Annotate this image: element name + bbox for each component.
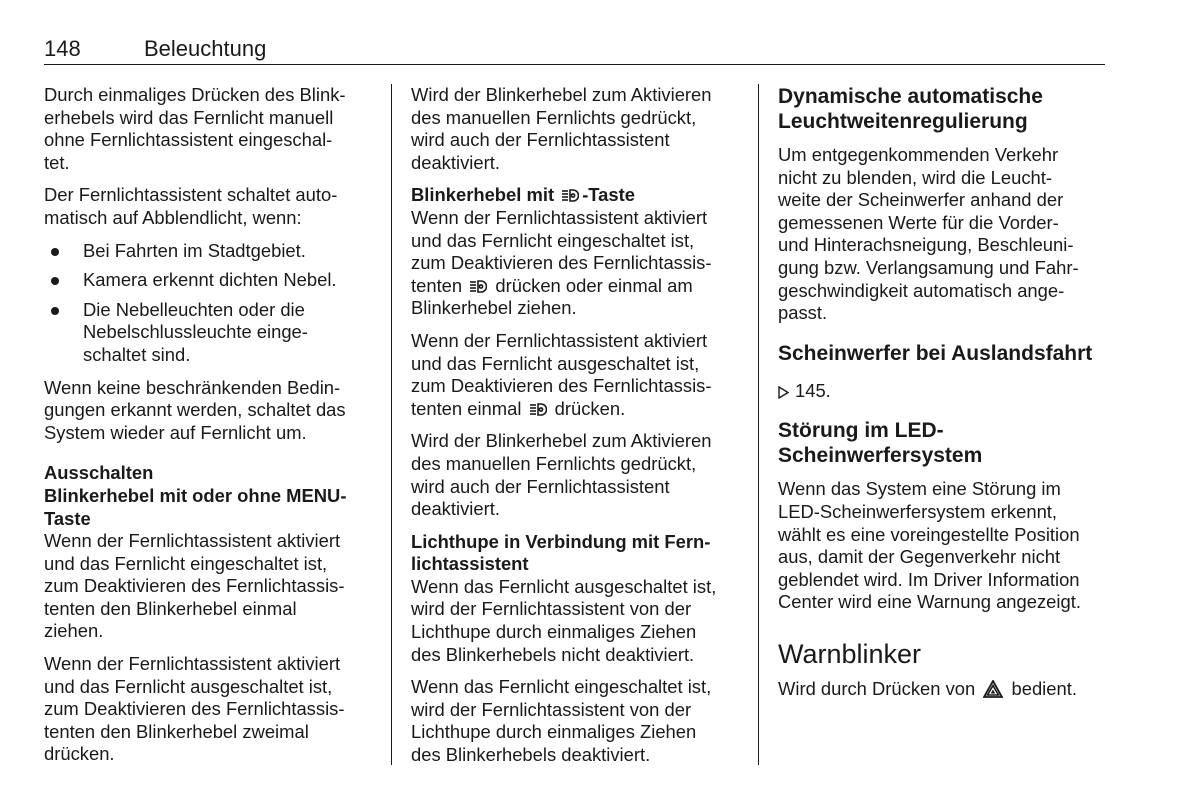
subheading: Blinkerhebel mit -Taste	[411, 184, 635, 206]
paragraph: Durch einmaliges Drücken des Blink- erhebels wird das Fernlicht manuell ohne Fernlichtassistent eingeschal- tet.	[44, 84, 346, 173]
bullet-icon	[51, 277, 59, 285]
page-header	[44, 34, 1105, 65]
list-item: Bei Fahrten im Stadtgebiet.	[44, 240, 374, 263]
high-beam-assist-icon	[530, 402, 547, 417]
paragraph: Wenn der Fernlichtassistent aktiviert und das Fernlicht ausgeschaltet ist, zum Deaktivieren des Fernlichtassis- tenten einmal drücken.	[411, 329, 712, 419]
high-beam-assist-icon	[562, 188, 579, 203]
paragraph: Wird der Blinkerhebel zum Aktivieren des manuellen Fernlichts gedrückt, wird auch der Fernlichtassistent deaktiviert.	[411, 84, 712, 173]
paragraph: Wenn der Fernlichtassistent aktiviert und das Fernlicht ausgeschaltet ist, zum Deaktivieren des Fernlichtassis- tenten den Blinkerhebel zweimal drücken.	[44, 653, 345, 765]
paragraph: Um entgegenkommenden Verkehr nicht zu blenden, wird die Leucht- weite der Scheinwerfer anhand der gemessenen Werte für die Vorder- und Hinterachsneigung, Beschleuni- gung bzw. Verlangsamung und Fahr- geschwindigkeit automatisch ange- passt.	[778, 144, 1079, 324]
subheading: Blinkerhebel mit oder ohne MENU- Taste	[44, 484, 347, 529]
page-title: Beleuchtung	[144, 36, 267, 61]
page-number: 148	[44, 36, 81, 61]
bullet-icon	[51, 248, 59, 256]
section-heading: Störung im LED- Scheinwerfersystem	[778, 419, 983, 468]
column-divider	[758, 84, 759, 765]
section-heading: Dynamische automatische Leuchtweitenregulierung	[778, 85, 1043, 133]
paragraph: Wenn das Fernlicht eingeschaltet ist, wird der Fernlichtassistent von der Lichthupe durch einmaliges Ziehen des Blinkerhebels deaktiviert.	[411, 676, 712, 766]
bullet-list	[44, 240, 374, 367]
paragraph: Der Fernlichtassistent schaltet auto- matisch auf Abblendlicht, wenn:	[44, 184, 338, 228]
paragraph: Wenn das System eine Störung im LED-Scheinwerfersystem erkennt, wählt es eine voreingestellte Position aus, damit der Gegenverkehr nicht geblendet wird. Im Driver Information Center wird eine Warnung angezeigt.	[778, 478, 1081, 613]
column-2	[411, 84, 746, 777]
paragraph: Wenn der Fernlichtassistent aktiviert und das Fernlicht eingeschaltet ist, zum Deaktivieren des Fernlichtassis- tenten den Blinkerhebel einmal ziehen.	[44, 530, 345, 642]
column-1	[44, 84, 374, 776]
section-heading: Scheinwerfer bei Auslandsfahrt	[778, 341, 1093, 365]
high-beam-assist-icon	[470, 279, 487, 294]
list-item: Die Nebelleuchten oder die Nebelschlussleuchte einge- schaltet sind.	[44, 299, 374, 367]
list-item: Kamera erkennt dichten Nebel.	[44, 269, 374, 292]
paragraph: Wenn das Fernlicht ausgeschaltet ist, wird der Fernlichtassistent von der Lichthupe durch einmaliges Ziehen des Blinkerhebels nicht deaktiviert.	[411, 575, 717, 665]
column-divider	[391, 84, 392, 765]
paragraph: Wird der Blinkerhebel zum Aktivieren des manuellen Fernlichts gedrückt, wird auch der Fernlichtassistent deaktiviert.	[411, 430, 712, 520]
bullet-icon	[51, 307, 59, 315]
page-reference-arrow-icon	[778, 386, 789, 399]
paragraph: Wenn der Fernlichtassistent aktiviert und das Fernlicht eingeschaltet ist, zum Deaktivieren des Fernlichtassis- tenten drücken oder einmal am Blinkerhebel ziehen.	[411, 206, 712, 319]
column-3	[778, 84, 1108, 711]
page-reference: 145.	[778, 380, 1108, 403]
subheading-ausschalten: Ausschalten	[44, 462, 154, 484]
subheading: Lichthupe in Verbindung mit Fern- lichtassistent	[411, 530, 711, 575]
hazard-warning-icon	[983, 680, 1003, 698]
paragraph: Wenn keine beschränkenden Bedin- gungen erkannt werden, schaltet das System wieder auf Fernlicht um.	[44, 376, 346, 443]
section-title-warnblinker: Warnblinker	[778, 638, 922, 669]
paragraph: Wird durch Drücken von bedient.	[778, 677, 1077, 699]
